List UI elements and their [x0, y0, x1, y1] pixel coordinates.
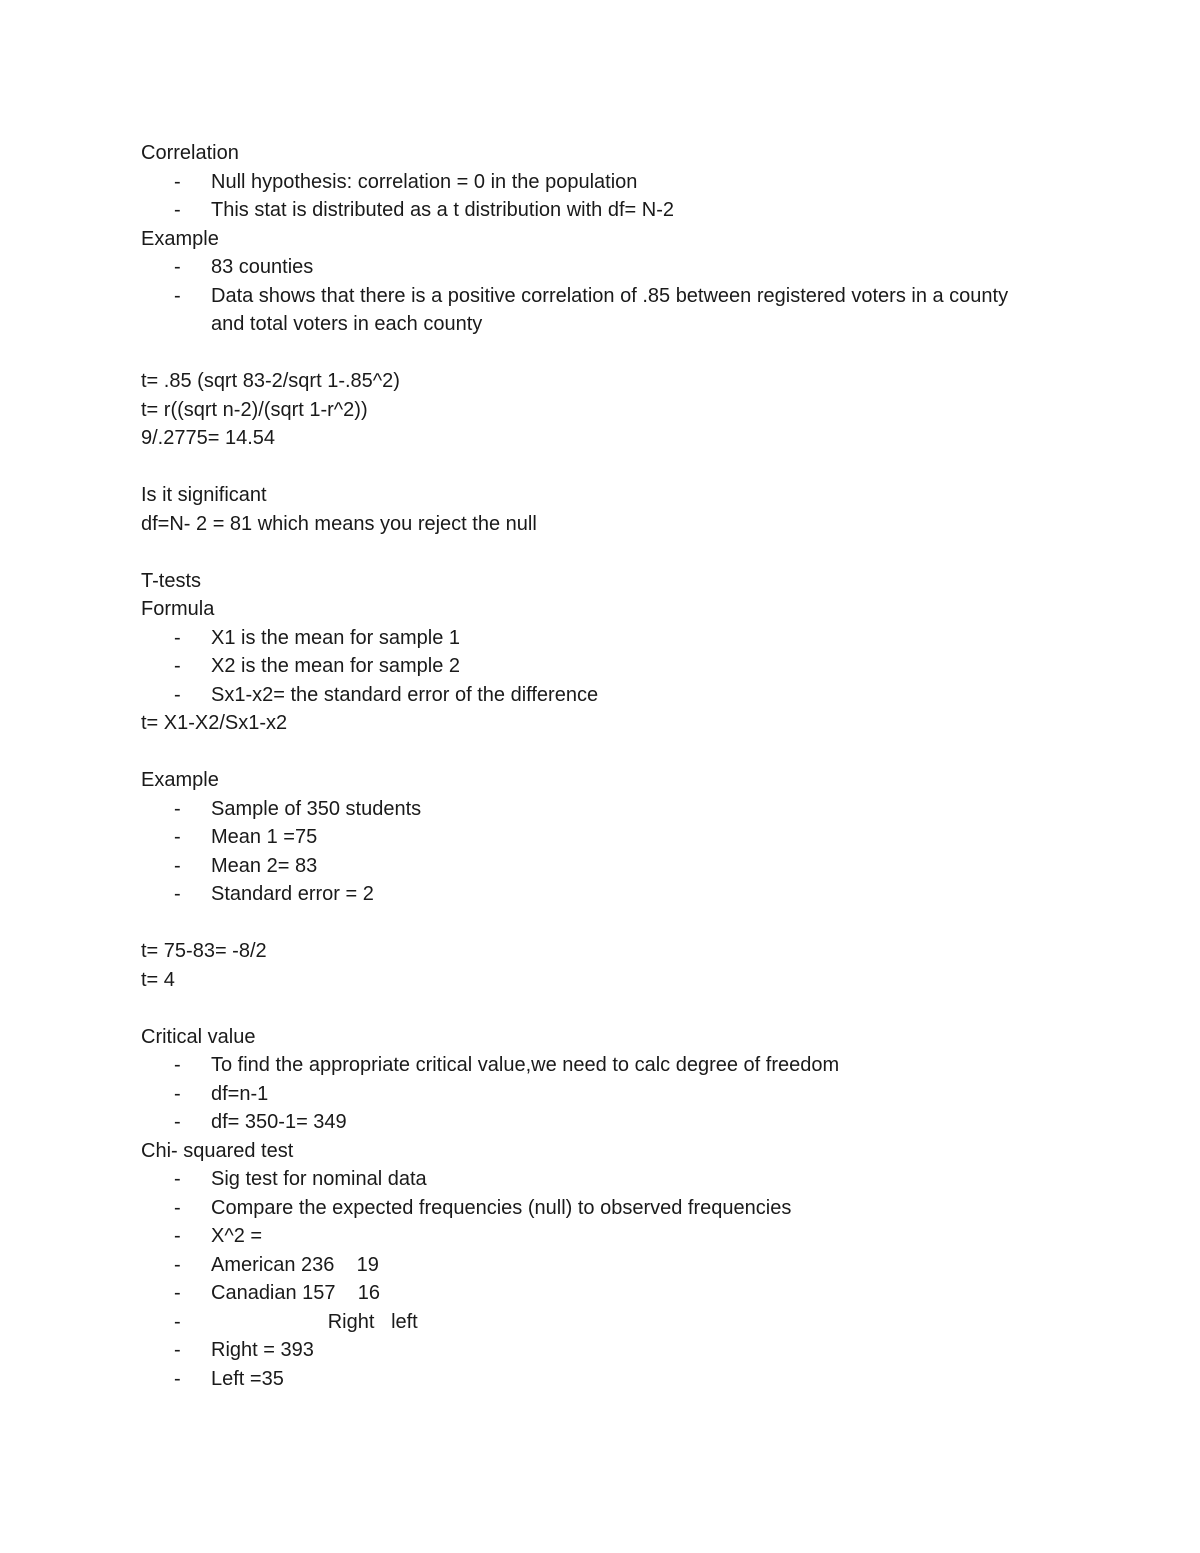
spacer: [141, 909, 1041, 938]
bullet-text: Right left: [211, 1310, 418, 1333]
list-item: [141, 1222, 1041, 1251]
bullet-text: 83 counties: [211, 256, 314, 278]
list-item: [141, 168, 1041, 197]
bullet-text: American 236 19: [211, 1253, 379, 1276]
spacer: [141, 538, 1041, 567]
spacer: [141, 738, 1041, 767]
bullet-dash: -: [174, 1367, 181, 1390]
bullet-text: To find the appropriate critical value,we need to calc degree of freedom: [211, 1054, 840, 1076]
list-item: [141, 1336, 1041, 1365]
bullet-dash: -: [174, 1054, 181, 1076]
list-item: [141, 1194, 1041, 1223]
bullet-dash: -: [174, 1111, 181, 1133]
list-item: [141, 1108, 1041, 1137]
bullet-dash: -: [174, 883, 181, 905]
chi-bullets: [141, 1165, 1041, 1393]
list-item: [141, 1308, 1041, 1337]
list-item: [141, 624, 1041, 653]
heading-critical-value: Critical value: [141, 1025, 256, 1048]
bullet-text: Sx1-x2= the standard error of the difference: [211, 683, 599, 706]
bullet-dash: -: [174, 1225, 181, 1247]
list-item: [141, 880, 1041, 909]
bullet-text: Standard error = 2: [211, 883, 374, 905]
bullet-dash: -: [174, 626, 181, 649]
bullet-text: This stat is distributed as a t distribution with df= N-2: [211, 199, 674, 221]
bullet-text: df=n-1: [211, 1082, 269, 1105]
bullet-dash: -: [174, 170, 181, 193]
list-item: [141, 196, 1041, 225]
calc-line: t= 4: [141, 968, 175, 991]
list-item: [141, 823, 1041, 852]
bullet-dash: -: [174, 1168, 181, 1190]
list-item: [141, 852, 1041, 881]
bullet-dash: -: [174, 1196, 181, 1219]
bullet-dash: -: [174, 1282, 181, 1304]
bullet-text: Null hypothesis: correlation = 0 in the population: [211, 170, 638, 193]
list-item: [141, 795, 1041, 824]
heading-example: Example: [141, 227, 219, 250]
bullet-dash: -: [174, 199, 181, 221]
significance-line: df=N- 2 = 81 which means you reject the null: [141, 512, 537, 535]
bullet-dash: -: [174, 655, 181, 677]
list-item: [141, 1051, 1041, 1080]
document-body: [141, 139, 1041, 1393]
bullet-text: Right = 393: [211, 1339, 314, 1361]
bullet-dash: -: [174, 797, 181, 820]
heading-ttests: T-tests: [141, 569, 202, 592]
bullet-dash: -: [174, 256, 181, 278]
calc-line: t= .85 (sqrt 83-2/sqrt 1-.85^2): [141, 370, 400, 392]
ttests-bullets: [141, 624, 1041, 710]
list-item: [141, 1165, 1041, 1194]
bullet-text: Canadian 157 16: [211, 1282, 381, 1304]
bullet-text: Sample of 350 students: [211, 797, 422, 820]
bullet-dash: -: [174, 284, 181, 307]
heading-example: Example: [141, 769, 219, 791]
list-item: [141, 652, 1041, 681]
heading-chi-squared: Chi- squared test: [141, 1139, 294, 1162]
bullet-text: Mean 2= 83: [211, 854, 318, 877]
bullet-dash: -: [174, 1253, 181, 1276]
bullet-dash: -: [174, 826, 181, 848]
bullet-dash: -: [174, 1339, 181, 1361]
significance-heading: Is it significant: [141, 484, 267, 506]
example2-bullets: [141, 795, 1041, 909]
list-item: [141, 282, 1041, 339]
critical-bullets: [141, 1051, 1041, 1137]
spacer: [141, 994, 1041, 1023]
bullet-text: Data shows that there is a positive correlation of .85 between registered voters in a county and total voters in each county: [211, 284, 1014, 335]
bullet-text: X1 is the mean for sample 1: [211, 626, 461, 649]
bullet-dash: -: [174, 1310, 181, 1333]
list-item: [141, 681, 1041, 710]
bullet-text: df= 350-1= 349: [211, 1111, 347, 1133]
calc-line: t= r((sqrt n-2)/(sqrt 1-r^2)): [141, 398, 368, 421]
bullet-dash: -: [174, 854, 181, 877]
correlation-bullets: [141, 168, 1041, 225]
formula-line: t= X1-X2/Sx1-x2: [141, 712, 288, 734]
bullet-text: Mean 1 =75: [211, 826, 318, 848]
list-item: [141, 1251, 1041, 1280]
heading-formula: Formula: [141, 598, 215, 620]
bullet-text: Left =35: [211, 1367, 284, 1390]
bullet-text: X2 is the mean for sample 2: [211, 655, 461, 677]
bullet-dash: -: [174, 683, 181, 706]
example-bullets: [141, 253, 1041, 339]
list-item: [141, 1279, 1041, 1308]
calc-line: 9/.2775= 14.54: [141, 427, 276, 449]
bullet-dash: -: [174, 1082, 181, 1105]
spacer: [141, 453, 1041, 482]
bullet-text: Sig test for nominal data: [211, 1168, 427, 1190]
bullet-text: Compare the expected frequencies (null) to observed frequencies: [211, 1196, 792, 1219]
list-item: [141, 253, 1041, 282]
calc-line: t= 75-83= -8/2: [141, 940, 267, 962]
list-item: [141, 1080, 1041, 1109]
spacer: [141, 339, 1041, 368]
list-item: [141, 1365, 1041, 1394]
bullet-text: X^2 =: [211, 1225, 263, 1247]
heading-correlation: Correlation: [141, 142, 239, 164]
